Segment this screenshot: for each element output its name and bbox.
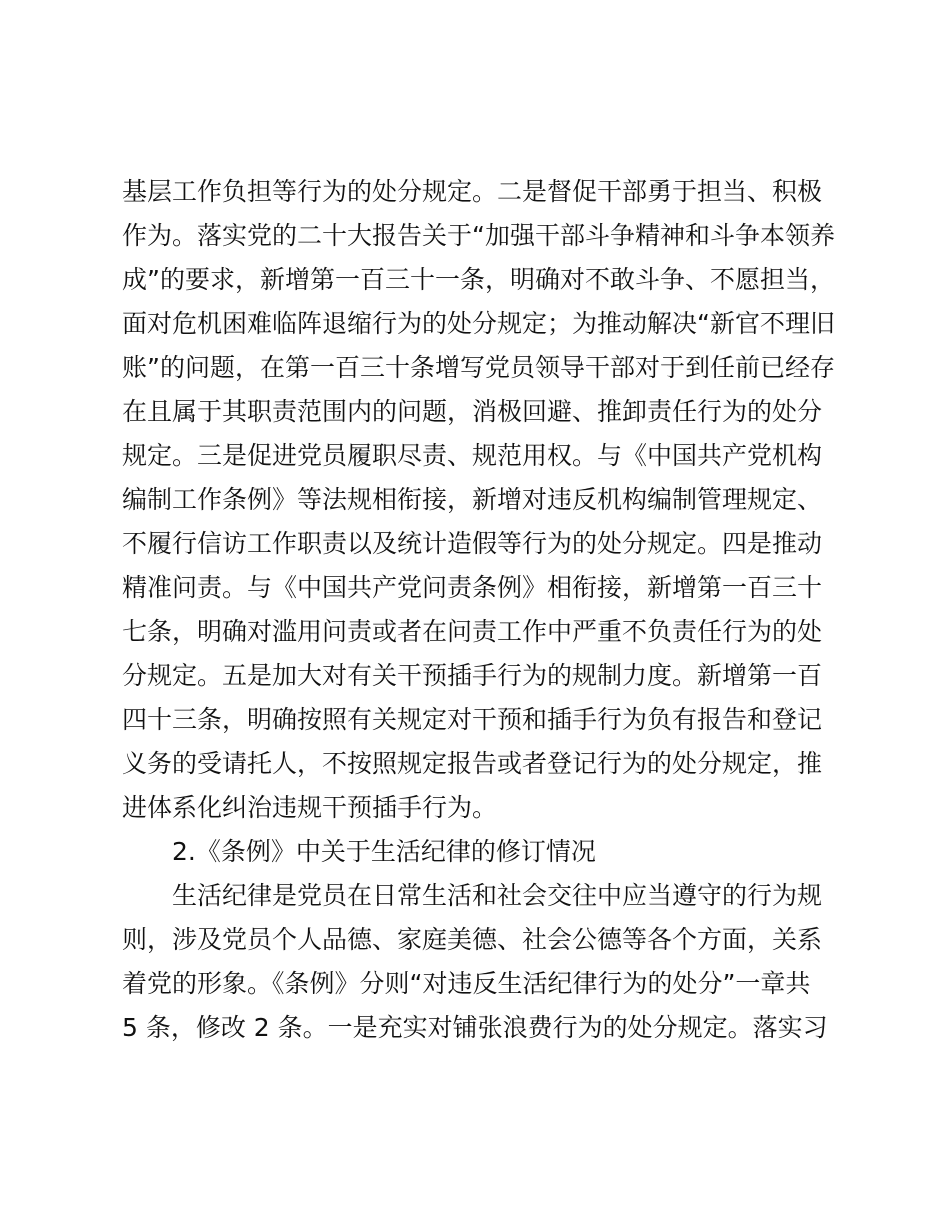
text-line: 不履行信访工作职责以及统计造假等行为的处分规定。四是推动 [122, 529, 823, 558]
text-line: 分规定。五是加大对有关干预插手行为的规制力度。新增第一百 [122, 661, 823, 690]
text-line: 成”的要求，新增第一百三十一条，明确对不敢斗争、不愿担当， [122, 265, 835, 294]
text-line: 着党的形象。《条例》分则“对违反生活纪律行为的处分”一章共 [122, 969, 811, 998]
text-line: 编制工作条例》等法规相衔接，新增对违反机构编制管理规定、 [122, 485, 823, 514]
text-line: 七条，明确对滥用问责或者在问责工作中严重不负责任行为的处 [122, 617, 823, 646]
section-heading: 2.《条例》中关于生活纪律的修订情况 [172, 837, 596, 866]
text-line: 精准问责。与《中国共产党问责条例》相衔接，新增第一百三十 [122, 573, 823, 602]
text-line: 则，涉及党员个人品德、家庭美德、社会公德等各个方面，关系 [122, 925, 823, 954]
text-line: 在且属于其职责范围内的问题，消极回避、推卸责任行为的处分 [122, 397, 823, 426]
text-line: 生活纪律是党员在日常生活和社会交往中应当遵守的行为规 [172, 881, 823, 910]
text-line: 5 条，修改 2 条。一是充实对铺张浪费行为的处分规定。落实习 [122, 1013, 828, 1042]
text-line: 基层工作负担等行为的处分规定。二是督促干部勇于担当、积极 [122, 177, 823, 206]
text-line: 进体系化纠治违规干预插手行为。 [122, 793, 498, 822]
text-line: 作为。落实党的二十大报告关于“加强干部斗争精神和斗争本领养 [122, 221, 835, 250]
text-line: 面对危机困难临阵退缩行为的处分规定；为推动解决“新官不理旧 [122, 309, 835, 338]
text-line: 规定。三是促进党员履职尽责、规范用权。与《中国共产党机构 [122, 441, 823, 470]
text-line: 账”的问题，在第一百三十条增写党员领导干部对于到任前已经存 [122, 353, 835, 382]
document-body [122, 170, 842, 1050]
text-line: 义务的受请托人，不按照规定报告或者登记行为的处分规定，推 [122, 749, 823, 778]
text-line: 四十三条，明确按照有关规定对干预和插手行为负有报告和登记 [122, 705, 823, 734]
